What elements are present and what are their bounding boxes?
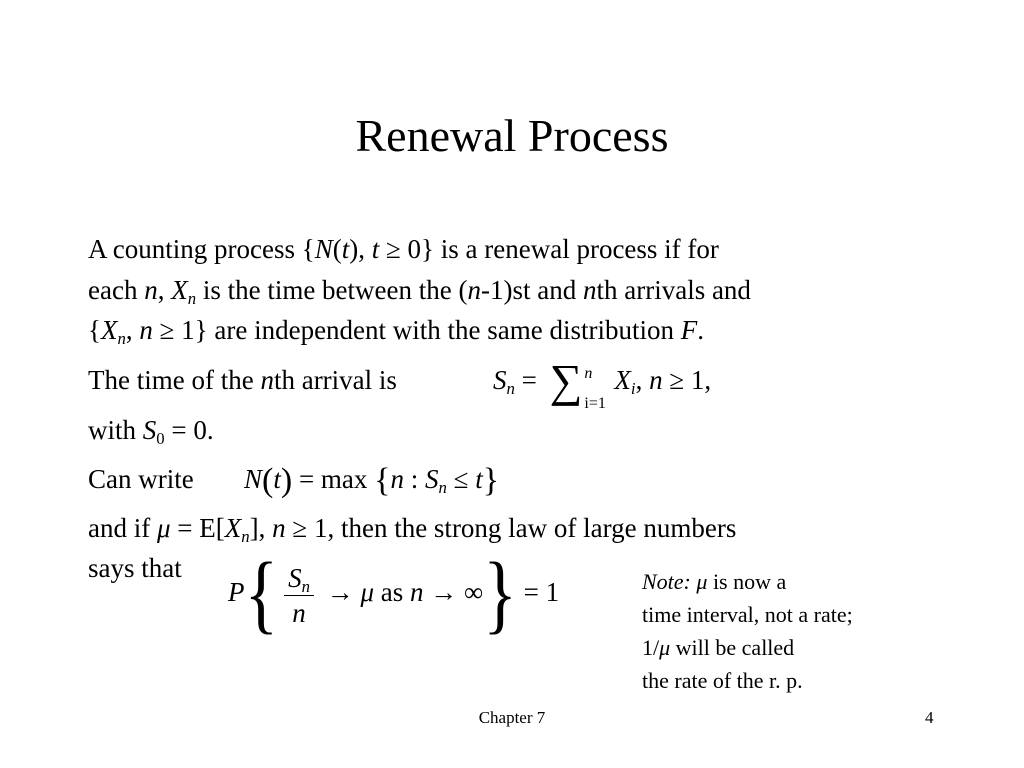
- sigma-symbol: ∑: [549, 355, 583, 406]
- arrival-time-formula: $S_n$ = ∑ n i=1 $X_i$, n ≥ 1,: [493, 355, 712, 412]
- slide-title: Renewal Process: [355, 110, 669, 161]
- side-note: [642, 565, 1012, 697]
- footer-chapter: Chapter 7: [478, 708, 546, 727]
- body-line-6: Can write: [88, 464, 194, 494]
- sum-limits: n i=1: [584, 365, 606, 412]
- body-line-7: and if $\mu = E[X_n]$, n ≥ 1, then the strong law of large numbers: [88, 513, 737, 547]
- body-line-8: says that: [88, 553, 182, 583]
- slln-formula: P{ $\frac{S_n}{n}$ → μ as n → ∞} = 1: [228, 546, 560, 643]
- footer-page-number: 4: [925, 708, 934, 727]
- note-line-3: 1/μ will be called: [642, 635, 795, 660]
- counting-formula: N(t) = max {n : $S_n \le t$}: [244, 462, 500, 499]
- note-line-1: Note: μ is now a: [642, 569, 787, 594]
- body-line-4: The time of the nth arrival is: [88, 365, 397, 395]
- note-line-2: time interval, not a rate;: [642, 602, 853, 627]
- body-line-2: each n, $X_n$ is the time between the (n-1)st and nth arrivals and: [88, 275, 751, 309]
- body-line-5: with $S_0 = 0$.: [88, 415, 214, 449]
- body-line-3: {$X_n$, n ≥ 1} are independent with the same distribution F.: [88, 315, 705, 349]
- body-line-1: A counting process {N(t), t ≥ 0} is a renewal process if for: [88, 234, 719, 264]
- note-line-4: the rate of the r. p.: [642, 668, 803, 693]
- fraction: $\frac{S_n}{n}$: [284, 561, 314, 630]
